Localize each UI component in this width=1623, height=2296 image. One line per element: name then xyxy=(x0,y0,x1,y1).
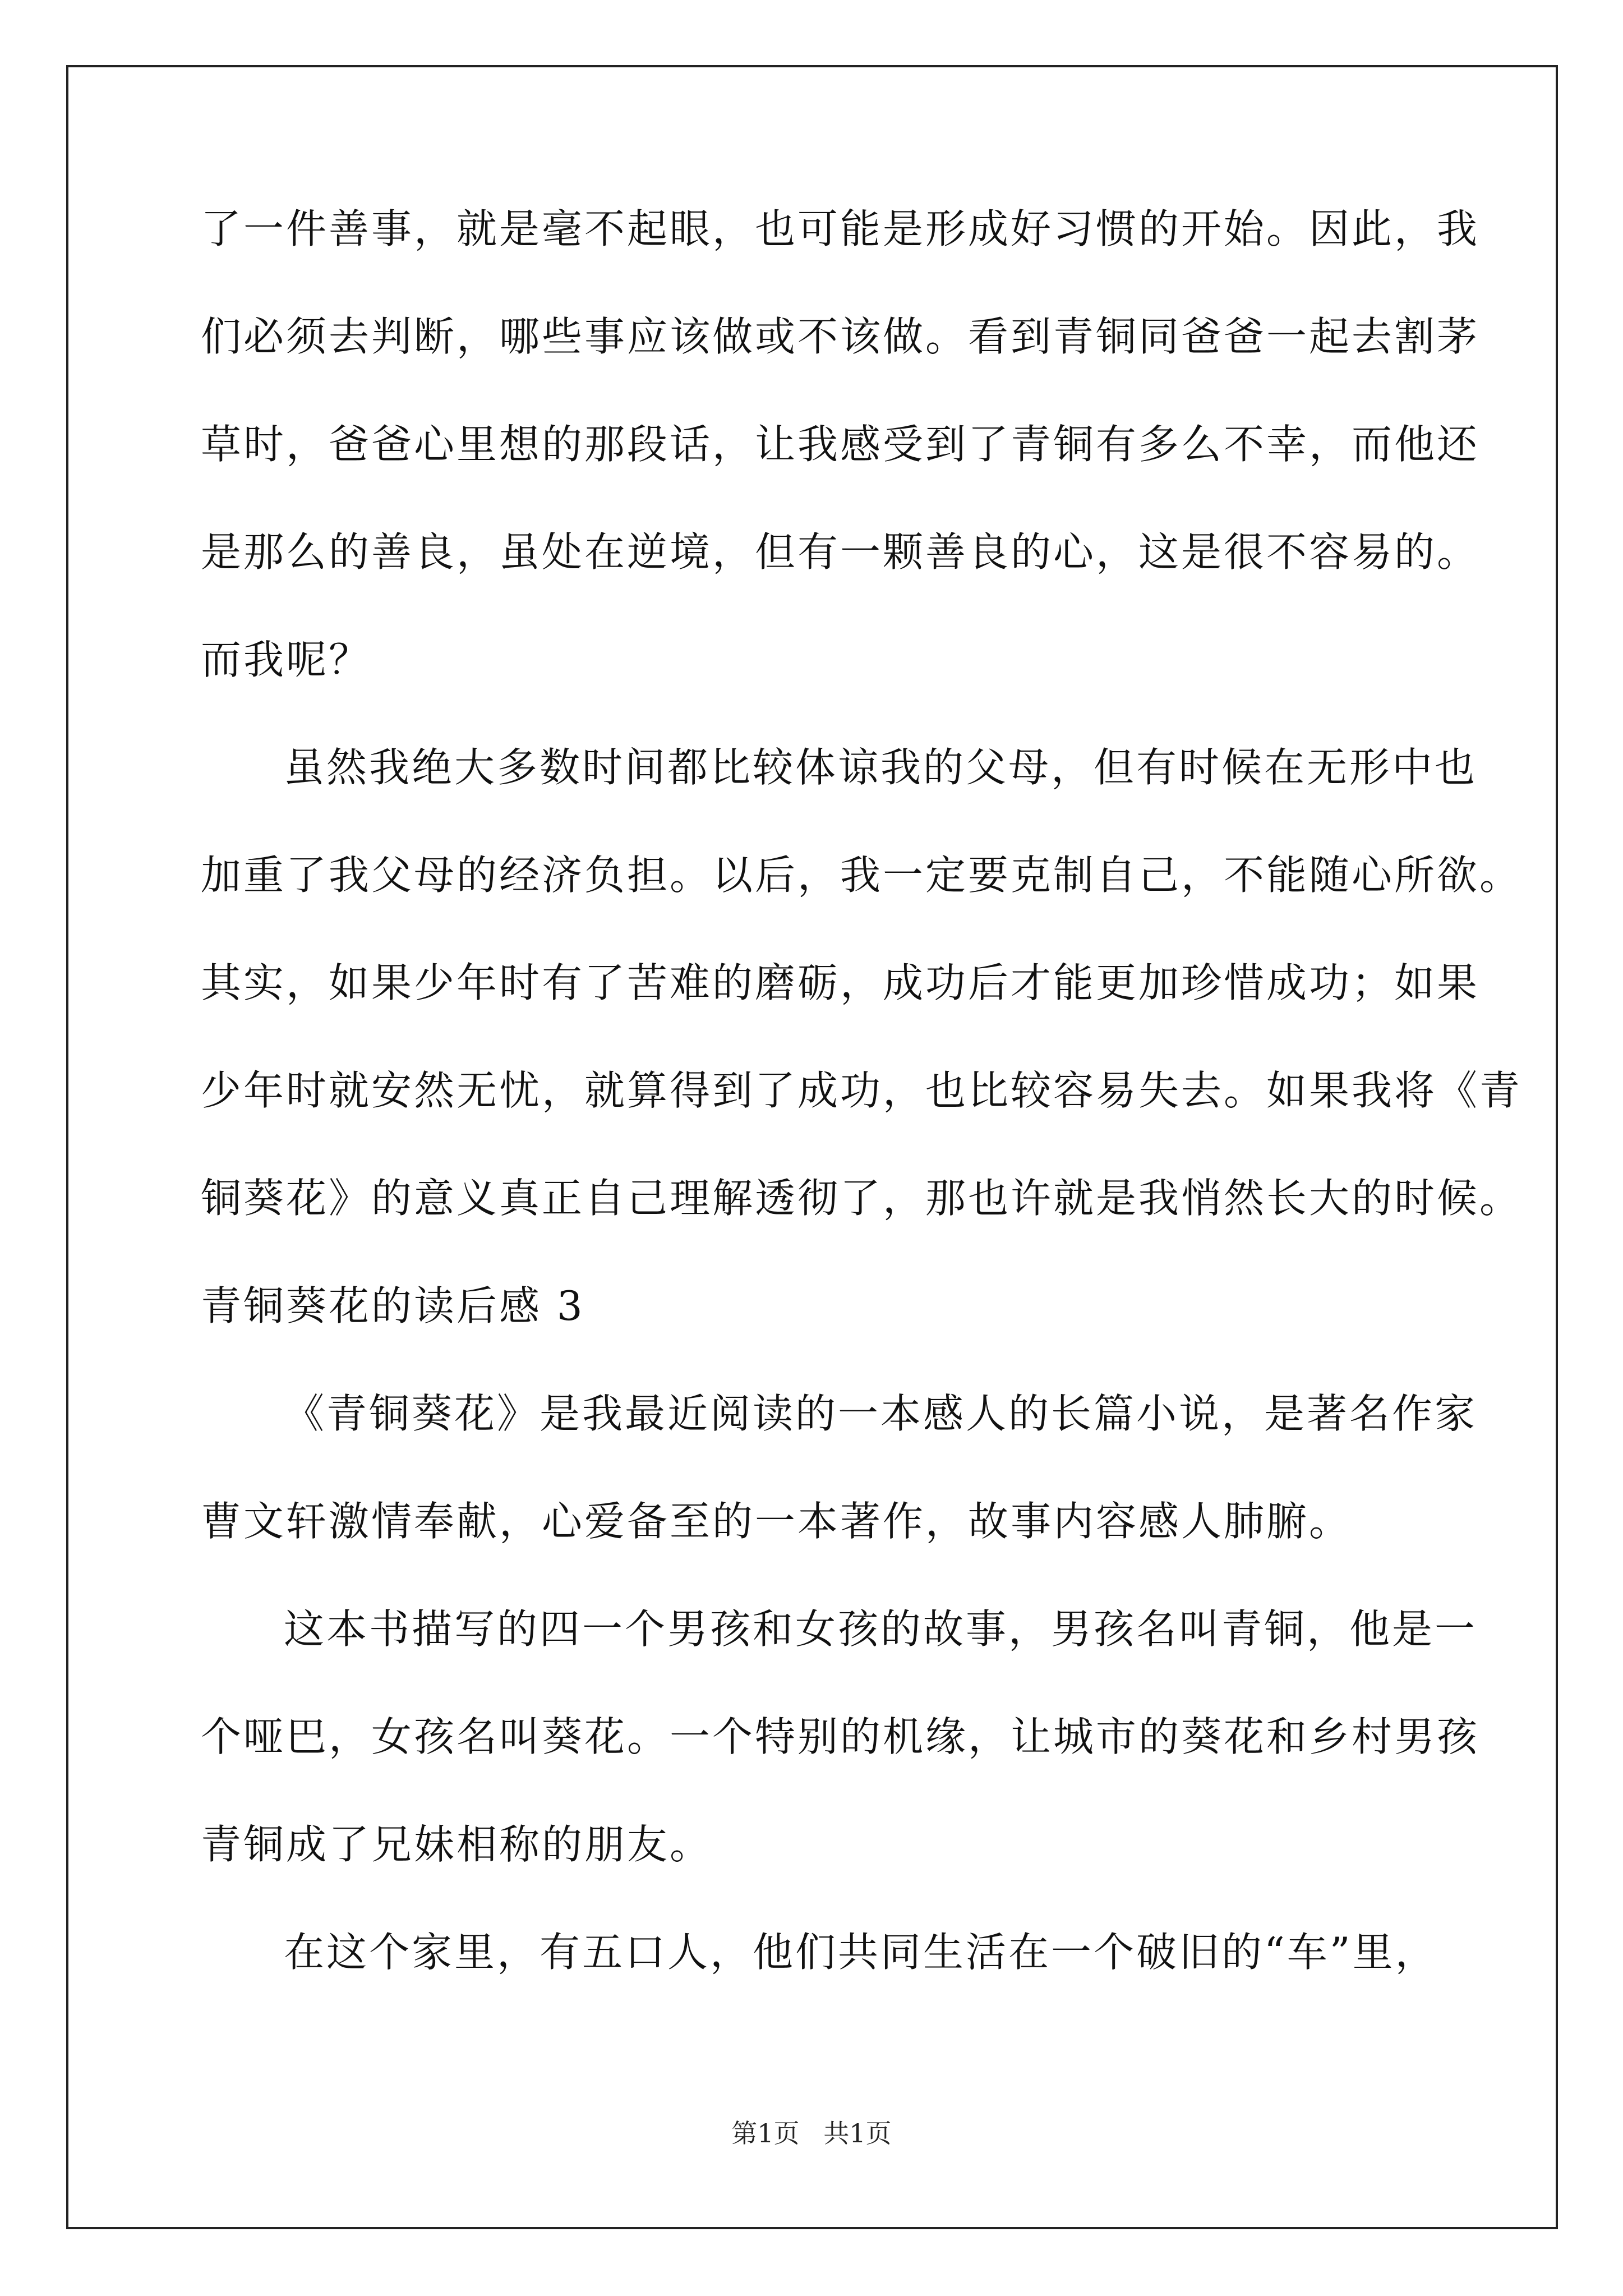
section-heading: 青铜葵花的读后感 3 xyxy=(201,1282,585,1329)
text-line: 《青铜葵花》是我最近阅读的一本感人的长篇小说，是著名作家 xyxy=(284,1390,1478,1437)
text-line: 个哑巴，女孩名叫葵花。一个特别的机缘，让城市的葵花和乡村男孩 xyxy=(201,1713,1480,1760)
text-line: 这本书描写的四一个男孩和女孩的故事，男孩名叫青铜，他是一 xyxy=(284,1605,1478,1653)
text-line: 草时，爸爸心里想的那段话，让我感受到了青铜有多么不幸，而他还 xyxy=(201,421,1480,468)
document-body xyxy=(201,202,1523,2033)
text-line: 们必须去判断，哪些事应该做或不该做。看到青铜同爸爸一起去割茅 xyxy=(201,313,1480,360)
page-number-total: 共1页 xyxy=(823,2118,892,2148)
page-footer xyxy=(0,2118,1623,2149)
text-line: 铜葵花》的意义真正自己理解透彻了，那也许就是我悄然长大的时候。 xyxy=(201,1175,1523,1222)
text-line: 青铜成了兄妹相称的朋友。 xyxy=(201,1821,713,1868)
text-line: 曹文轩激情奉献，心爱备至的一本著作，故事内容感人肺腑。 xyxy=(201,1498,1352,1545)
text-line: 而我呢？ xyxy=(201,636,372,683)
text-line: 是那么的善良，虽处在逆境，但有一颗善良的心，这是很不容易的。 xyxy=(201,528,1480,576)
text-line: 在这个家里，有五口人，他们共同生活在一个破旧的“车”里， xyxy=(284,1929,1438,1976)
text-line: 少年时就安然无忧，就算得到了成功，也比较容易失去。如果我将《青 xyxy=(201,1067,1523,1114)
text-line: 其实，如果少年时有了苦难的磨砺，成功后才能更加珍惜成功；如果 xyxy=(201,959,1480,1006)
page-number-current: 第1页 xyxy=(731,2118,800,2148)
text-line: 加重了我父母的经济负担。以后，我一定要克制自己，不能随心所欲。 xyxy=(201,852,1523,899)
text-line: 虽然我绝大多数时间都比较体谅我的父母，但有时候在无形中也 xyxy=(284,744,1478,791)
text-line: 了一件善事，就是毫不起眼，也可能是形成好习惯的开始。因此，我 xyxy=(201,205,1480,252)
